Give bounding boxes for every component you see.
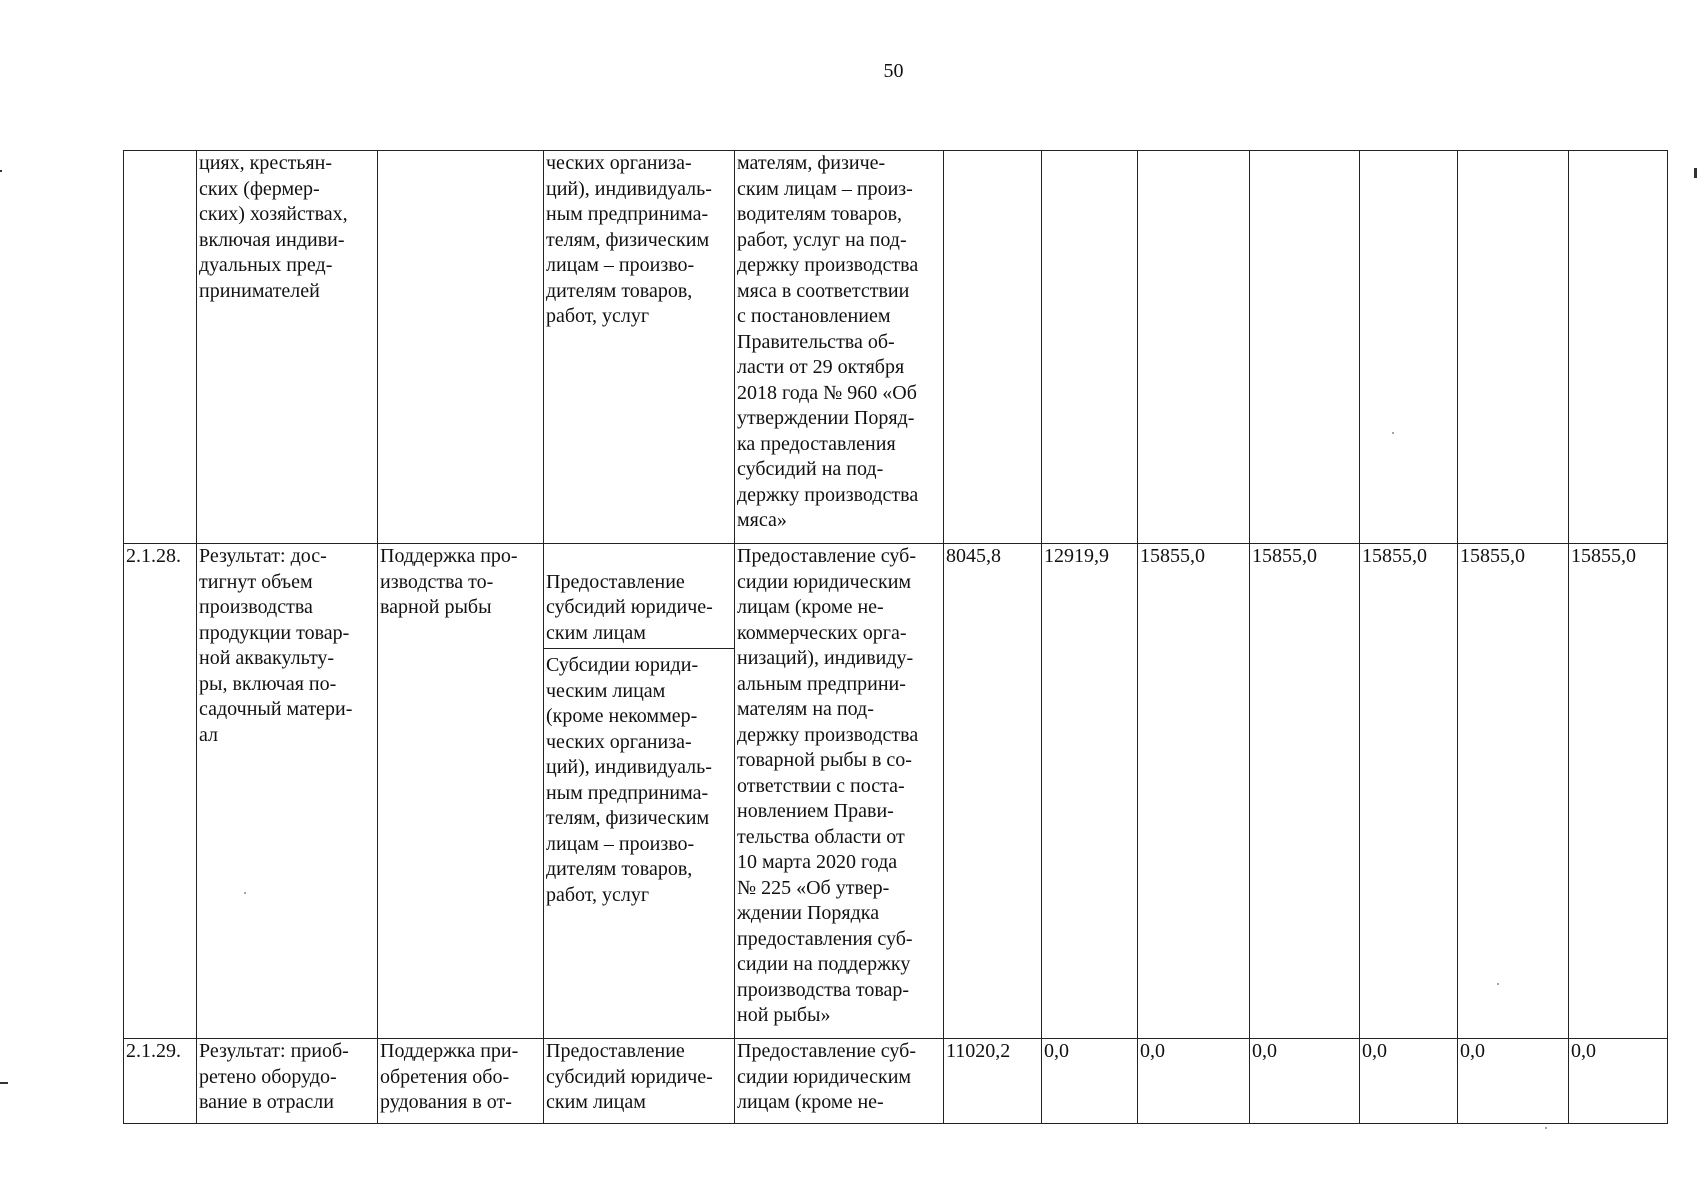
row-index-cell: 2.1.29. <box>124 1039 197 1124</box>
margin-mark-left <box>0 170 2 172</box>
basis-cell: Предоставление суб- сидии юридическим лицам (кроме не- коммерческих орга- низаций), индивиду- альным предприни- мателям на под- держку производства товарной рыбы в со- ответствии с поста- новлением Прави- тельства области от 10 марта 2020 года № 225 «Об утвер- ждении Порядка предоставления суб- сидии на поддержку производства товар- ной рыбы» <box>735 544 944 1039</box>
value-cell: 11020,2 <box>944 1039 1042 1124</box>
value-cell: 15855,0 <box>1138 544 1250 1039</box>
result-cell: Результат: дос- тигнут объем производства продукции товар- ной аквакульту- ры, включая по- садочный матери- ал <box>197 544 378 1039</box>
margin-mark-left-lower <box>0 1082 8 1084</box>
value-cell: 0,0 <box>1569 1039 1668 1124</box>
value-cell: 15855,0 <box>1458 544 1569 1039</box>
measure-cell: Предоставление субсидий юридиче- ским лицам <box>544 1039 735 1124</box>
event-cell: Поддержка при- обретения обо- рудования в от- <box>378 1039 544 1124</box>
result-cell: циях, крестьян- ских (фермер- ских) хозяйствах, включая индиви- дуальных пред- принимателей <box>197 151 378 544</box>
measure-sub-text: Субсидии юриди- ческим лицам (кроме некоммер- ческих организа- ций), индивидуаль- ным предпринима- телям, физическим лицам – произво- дителям товаров, работ, услуг <box>546 654 712 906</box>
measure-cell <box>544 544 735 1039</box>
value-cell: 0,0 <box>1250 1039 1360 1124</box>
value-cell: 0,0 <box>1042 1039 1138 1124</box>
value-cell <box>1138 151 1250 544</box>
value-cell: 15855,0 <box>1250 544 1360 1039</box>
value-cell: 0,0 <box>1138 1039 1250 1124</box>
event-cell: Поддержка про- изводства то- варной рыбы <box>378 544 544 1039</box>
basis-cell: мателям, физиче- ским лицам – произ- водителям товаров, работ, услуг на под- держку производства мяса в соответствии с постановлением Правительства об- ласти от 29 октября 2018 года № 960 «Об утверждении Поряд- ка предоставления субсидий на под- держку производства мяса» <box>735 151 944 544</box>
scan-speck <box>1545 1127 1547 1129</box>
table-row <box>124 151 1668 544</box>
value-cell: 0,0 <box>1360 1039 1458 1124</box>
measure-cell: ческих организа- ций), индивидуаль- ным предпринима- телям, физическим лицам – произво- дителям товаров, работ, услуг <box>544 151 735 544</box>
value-cell <box>1569 151 1668 544</box>
value-cell <box>1042 151 1138 544</box>
row-index-cell <box>124 151 197 544</box>
table-row <box>124 1039 1668 1124</box>
value-cell <box>1458 151 1569 544</box>
basis-cell: Предоставление суб- сидии юридическим лицам (кроме не- <box>735 1039 944 1124</box>
measure-main-text: Предоставление субсидий юридиче- ским лицам <box>544 570 734 650</box>
value-cell: 12919,9 <box>1042 544 1138 1039</box>
value-cell <box>944 151 1042 544</box>
subsidy-table <box>123 150 1668 1124</box>
page-number: 50 <box>883 60 904 82</box>
row-index-cell: 2.1.28. <box>124 544 197 1039</box>
result-cell: Результат: приоб- ретено оборудо- вание в отрасли <box>197 1039 378 1124</box>
event-cell <box>378 151 544 544</box>
value-cell: 0,0 <box>1458 1039 1569 1124</box>
value-cell: 15855,0 <box>1569 544 1668 1039</box>
value-cell <box>1250 151 1360 544</box>
value-cell <box>1360 151 1458 544</box>
table-row <box>124 544 1668 1039</box>
value-cell: 8045,8 <box>944 544 1042 1039</box>
value-cell: 15855,0 <box>1360 544 1458 1039</box>
